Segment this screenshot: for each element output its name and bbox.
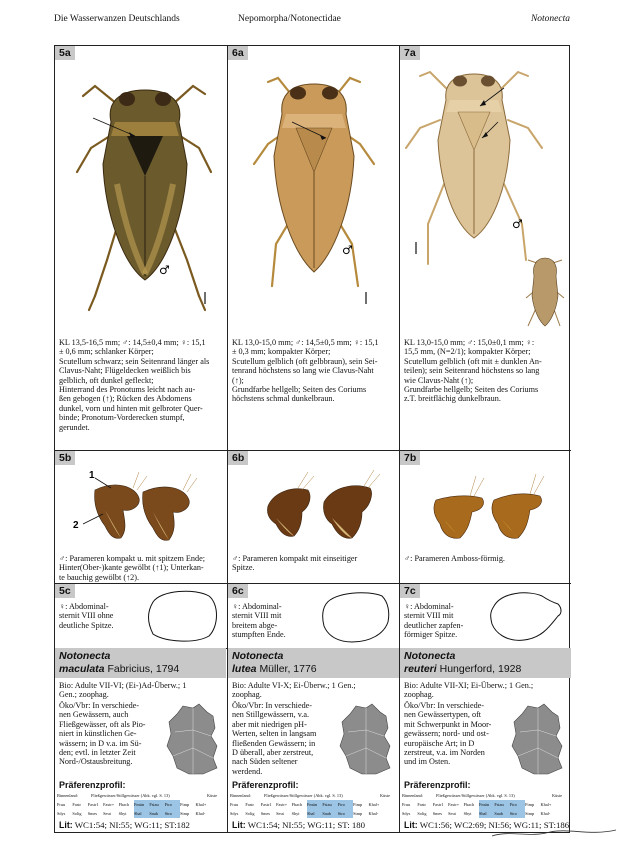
desc-line: sternit VIII ohne [59, 611, 114, 621]
pref-cell: Fstau [149, 800, 164, 809]
oeko-line: werdend. [232, 766, 263, 776]
species-name: reuteri [404, 663, 437, 675]
label-5a: 5a [55, 46, 75, 60]
pref-cell: Fließgewässer/Stillgewässer (Abk. vgl. S. 13) [264, 793, 343, 798]
desc-line: Hinterrand des Pronotums leicht nach au- [59, 385, 196, 395]
male-symbol: ♂ [342, 243, 353, 257]
desc-line: wie Clavus-Naht (↑); [404, 375, 474, 385]
species-author [232, 663, 317, 675]
oeko-line: Öko/Vbr: In verschiede- [59, 701, 140, 710]
male-symbol: ♂ [512, 217, 523, 231]
oeko-reuteri [404, 701, 512, 767]
desc-line: höchstens schmal dunkelbraun. [232, 394, 335, 404]
pref-cell: Fließgewässer/Stillgewässer (Abk. vgl. S. 13) [91, 793, 170, 798]
pref-cell: Solig [417, 811, 427, 816]
lit-label: Lit: [232, 820, 246, 830]
pref-cell: Shyt [463, 811, 472, 816]
label-6c: 6c [228, 584, 248, 598]
desc-line: ♀: Abdominal- [232, 602, 282, 611]
desc-line: (↑); [232, 375, 244, 385]
pref-cell: Shal [307, 809, 322, 818]
desc-line: z.T. breitflächig dunkelbraun. [404, 394, 501, 404]
desc-line: sternit VIII mit [232, 611, 282, 621]
desc-line: 15,5 mm, (N=2/1); kompakter Körper; [404, 347, 531, 357]
author-name: Hungerford, 1928 [439, 663, 522, 675]
paramere-image-reuteri [400, 466, 572, 552]
desc-line: ßen gebogen (↑); Rücken des Abdomens [59, 394, 192, 404]
pref-cell: Smes [260, 811, 271, 816]
pref-cell: Fbach [291, 802, 303, 807]
pref-cell: Fastr1 [87, 802, 99, 807]
pref-cell: Fruu [402, 802, 411, 807]
desc-line: ♀: Abdominal- [404, 602, 454, 611]
desc-line: tenrand höchstens so lang wie Clavus-Naht [232, 366, 374, 376]
lit-value: WC1:54; NI:55; WG:11; ST: 180 [247, 820, 366, 830]
oeko-line: Werten, selten in langsam [232, 729, 317, 739]
species-title-maculata [55, 648, 226, 678]
pref-cell: Fastr+ [448, 802, 460, 807]
bio-reuteri [404, 681, 570, 700]
pref-cell: Stmp [525, 811, 535, 816]
page-header [54, 14, 570, 28]
species-author [59, 663, 179, 675]
oeko-maculata [59, 701, 167, 767]
bio-line: Bio: Adulte VI-X; Ei-Überw.; 1 Gen.; [232, 681, 356, 690]
pref-cell: Seut [448, 811, 456, 816]
desc-line: binde; Pronotum-Vorderecken stumpf, [59, 413, 185, 423]
pref-cell: Seut [276, 811, 284, 816]
species-name: maculata [59, 663, 105, 675]
label-7c: 7c [400, 584, 420, 598]
description-6a [232, 338, 398, 404]
pref-cell: Fmün [479, 800, 494, 809]
pref-cell: Ftro [510, 800, 525, 809]
oeko-line: nach Süden seltener [232, 757, 298, 767]
desc-line: gerundet. [59, 422, 90, 432]
pref-cell: Ftro [338, 800, 353, 809]
pref-cell: Smes [432, 811, 443, 816]
species-column-maculata [55, 46, 227, 832]
pref-cell: Binnenland: [230, 793, 252, 798]
oeko-line: den; evtl. in letzter Zeit [59, 748, 136, 758]
literature-lutea [232, 820, 365, 830]
lit-label: Lit: [59, 820, 73, 830]
desc-line: ♂: Parameren kompakt mit einseitiger [232, 554, 358, 563]
pref-cell: Ftmp [525, 802, 535, 807]
bio-line: Bio: Adulte VII-VI; (Ei-)Ad-Überw.; 1 [59, 681, 187, 690]
distribution-map-maculata [163, 702, 223, 778]
desc-line: gelblich, oft dunkel gefleckt; [59, 375, 154, 385]
oeko-line: D überall, aber zerstreut, [232, 748, 314, 758]
paramere-image-maculata [55, 466, 227, 552]
pref-cell: Fmün [307, 800, 322, 809]
desc-line: ♂: Parameren Amboss-förmig. [404, 554, 505, 563]
label-5c: 5c [55, 584, 75, 598]
pref-cell: Fstau [494, 800, 509, 809]
specimen-image-reuteri [400, 64, 572, 334]
species-title-lutea [228, 648, 399, 678]
oeko-line: zerstreut, v.a. im Norden [404, 748, 485, 758]
pref-cell: Solig [245, 811, 255, 816]
desc-line: teilen); sein Seitenrand höchstens so lang [404, 366, 540, 376]
desc-line: te bauchig gewölbt (↑2). [59, 572, 140, 582]
desc-line: stumpften Ende. [232, 630, 286, 640]
desc-line: deutlicher zapfen- [404, 620, 464, 630]
pref-cell: Stro [510, 809, 525, 818]
pref-cell: Fruu [230, 802, 239, 807]
genus-name: Notonecta [59, 650, 111, 662]
abdominal-sternite-outline-7c [486, 586, 570, 644]
desc-line: KL 13,5-16,5 mm; ♂: 14,5±0,4 mm; ♀: 15,1 [59, 338, 206, 347]
oeko-line: Fließgewässer, oft als Pio- [59, 719, 146, 729]
desc-line: deutliche Spitze. [59, 620, 114, 630]
pref-cell: Sdys [230, 811, 239, 816]
header-right: Notonecta [530, 14, 570, 24]
oeko-line: gewässern; nord- und ost- [404, 729, 489, 739]
abdominal-sternite-outline-6c [316, 586, 396, 644]
bio-line: zoophag. [404, 690, 434, 700]
bio-line: Gen.; zoophag. [59, 690, 109, 700]
bio-line: zoophag. [232, 690, 262, 700]
desc-line: KL 13,0-15,0 mm; ♂: 14,5±0,5 mm; ♀: 15,1 [232, 338, 379, 347]
desc-line: Grundfarbe hellgelb; Seiten des Coriums [404, 385, 539, 395]
desc-line: ♂: Parameren kompakt u. mit spitzem Ende; [59, 554, 205, 563]
genus-name: Notonecta [232, 650, 284, 662]
author-name: Fabricius, 1794 [107, 663, 180, 675]
oeko-line: europäische Art; in D [404, 738, 475, 748]
pref-cell: Fbach [118, 802, 130, 807]
pref-table-lutea [230, 791, 398, 818]
description-7a [404, 338, 570, 404]
pref-table-maculata [57, 791, 225, 818]
abdominal-sternite-outline-5c [143, 586, 223, 644]
pref-title: Präferenzprofil: [404, 780, 471, 790]
species-name: lutea [232, 663, 257, 675]
desc-line: Grundfarbe hellgelb; Seiten des Coriums [232, 385, 367, 395]
pref-cell: Sdys [57, 811, 66, 816]
label-5b: 5b [55, 451, 75, 465]
paramere-image-lutea [228, 466, 400, 552]
pref-cell: Khal+ [368, 802, 380, 807]
pref-cell: Fastr [417, 802, 426, 807]
pref-cell: Fbach [463, 802, 475, 807]
bio-lutea [232, 681, 398, 700]
pref-cell: Stmp [180, 811, 190, 816]
pref-cell: Shyt [118, 811, 127, 816]
oeko-line: Nord-/Ostausbreitung. [59, 757, 133, 767]
desc-line: förmiger Spitze. [404, 630, 458, 640]
pref-cell: Stmp [353, 811, 363, 816]
description-5c [59, 602, 139, 630]
header-center: Nepomorpha/Notonectidae [238, 14, 341, 24]
desc-line: Spitze. [232, 563, 255, 573]
pref-cell: Fließgewässer/Stillgewässer (Abk. vgl. S. 13) [436, 793, 515, 798]
pref-title: Präferenzprofil: [59, 780, 126, 790]
oeko-line: Öko/Vbr: In verschiede- [232, 701, 313, 710]
oeko-lutea [232, 701, 340, 776]
bio-line: Bio: Adulte VII-XI; Ei-Überw.; 1 Gen.; [404, 681, 534, 690]
annotation-1: 1 [89, 470, 95, 481]
pref-cell: Khal+ [540, 802, 552, 807]
label-6a: 6a [228, 46, 248, 60]
label-7a: 7a [400, 46, 420, 60]
description-7c [404, 602, 484, 640]
pref-cell: Fastr [245, 802, 254, 807]
genus-name: Notonecta [404, 650, 456, 662]
literature-maculata [59, 820, 190, 830]
annotation-2: 2 [73, 520, 79, 531]
pref-cell: Ftmp [353, 802, 363, 807]
lit-label: Lit: [404, 820, 418, 830]
pref-cell: Fruu [57, 802, 66, 807]
pref-cell: Fastr+ [276, 802, 288, 807]
desc-line: Hinter(Ober-)kante gewölbt (↑1); Unterkan- [59, 563, 204, 573]
pref-cell: Sdys [402, 811, 411, 816]
pref-cell: Küste [380, 793, 391, 798]
pref-cell: Stro [338, 809, 353, 818]
desc-line: Scutellum gelblich (oft gelbbraun), sein Sei- [232, 356, 378, 366]
label-7b: 7b [400, 451, 420, 465]
oeko-line: nen Gewässern, auch [59, 710, 129, 720]
species-title-reuteri [400, 648, 571, 678]
description-5b [59, 554, 225, 582]
desc-line: KL 13,0-15,0 mm; ♂: 15,0±0,1 mm; ♀: [404, 338, 535, 347]
oeko-line: fließenden Gewässern; in [232, 738, 316, 748]
desc-line: ± 0,3 mm; kompakter Körper; [232, 347, 331, 357]
pen-scribble [490, 826, 620, 840]
specimen-image-maculata [55, 64, 227, 334]
pref-cell: Fmün [134, 800, 149, 809]
oeko-line: nen Stillgewässern, v.a. [232, 710, 310, 720]
desc-line: dunkel, vorn und hinten mit gelbroter Quer- [59, 403, 203, 413]
pref-cell: Solig [72, 811, 82, 816]
pref-cell: Fastr+ [103, 802, 115, 807]
pref-cell: Shyt [291, 811, 300, 816]
pref-cell: Ftmp [180, 802, 190, 807]
pref-cell: Fstau [322, 800, 337, 809]
desc-line: Scutellum schwarz; sein Seitenrand länger als [59, 356, 210, 366]
pref-cell: Khal+ [195, 802, 207, 807]
desc-line: Scutellum gelblich (oft mit ± dunklen An- [404, 356, 542, 366]
oeko-line: nen Gewässertypen, oft [404, 710, 482, 720]
description-6c [232, 602, 312, 640]
bio-maculata [59, 681, 225, 700]
pref-cell: Stro [165, 809, 180, 818]
pref-cell: Seut [103, 811, 111, 816]
pref-cell: Küste [552, 793, 563, 798]
species-grid [54, 45, 570, 833]
distribution-map-lutea [336, 702, 396, 778]
oeko-line: mit Schwerpunkt in Moor- [404, 719, 492, 729]
oeko-line: und im Osten. [404, 757, 451, 767]
pref-cell: Saub [494, 809, 509, 818]
lit-value: WC1:54; NI:55; WG:11; ST:182 [74, 820, 190, 830]
pref-cell: Fastr1 [260, 802, 272, 807]
male-symbol: ♂ [159, 263, 170, 277]
desc-line: sternit VIII mit [404, 611, 454, 621]
pref-cell: Khal- [195, 811, 206, 816]
pref-cell: Smes [87, 811, 98, 816]
desc-line: ± 0,6 mm; schlanker Körper; [59, 347, 154, 357]
pref-cell: Ftro [165, 800, 180, 809]
desc-line: Clavus-Naht; Flügeldecken weißlich bis [59, 366, 191, 376]
pref-cell: Khal- [540, 811, 551, 816]
pref-cell: Fastr1 [432, 802, 444, 807]
species-author [404, 663, 521, 675]
oeko-line: niert in künstlichen Ge- [59, 729, 137, 739]
pref-cell: Shal [134, 809, 149, 818]
pref-cell: Küste [207, 793, 218, 798]
author-name: Müller, 1776 [259, 663, 317, 675]
pref-cell: Binnenland: [57, 793, 79, 798]
pref-table-reuteri [402, 791, 570, 818]
header-left: Die Wasserwanzen Deutschlands [54, 14, 180, 24]
oeko-line: Öko/Vbr: In verschiede- [404, 701, 485, 710]
pref-cell: Shal [479, 809, 494, 818]
oeko-line: wässern; in D v.a. im Sü- [59, 738, 142, 748]
description-7b [404, 554, 570, 563]
pref-cell: Khal- [368, 811, 379, 816]
distribution-map-reuteri [508, 702, 568, 778]
species-column-reuteri [399, 46, 572, 832]
desc-line: breitem abge- [232, 620, 278, 630]
pref-cell: Saub [322, 809, 337, 818]
description-6b [232, 554, 398, 573]
desc-line: ♀: Abdominal- [59, 602, 109, 611]
pref-cell: Binnenland: [402, 793, 424, 798]
pref-cell: Saub [149, 809, 164, 818]
lit-value: WC1:56; WC2:69; NI:56; WG:11; ST:186 [419, 820, 570, 830]
label-6b: 6b [228, 451, 248, 465]
species-column-lutea [227, 46, 400, 832]
pref-title: Präferenzprofil: [232, 780, 299, 790]
description-5a [59, 338, 225, 432]
specimen-image-lutea [228, 64, 400, 334]
pref-cell: Fastr [72, 802, 81, 807]
oeko-line: aber mit niedrigen pH- [232, 719, 307, 729]
